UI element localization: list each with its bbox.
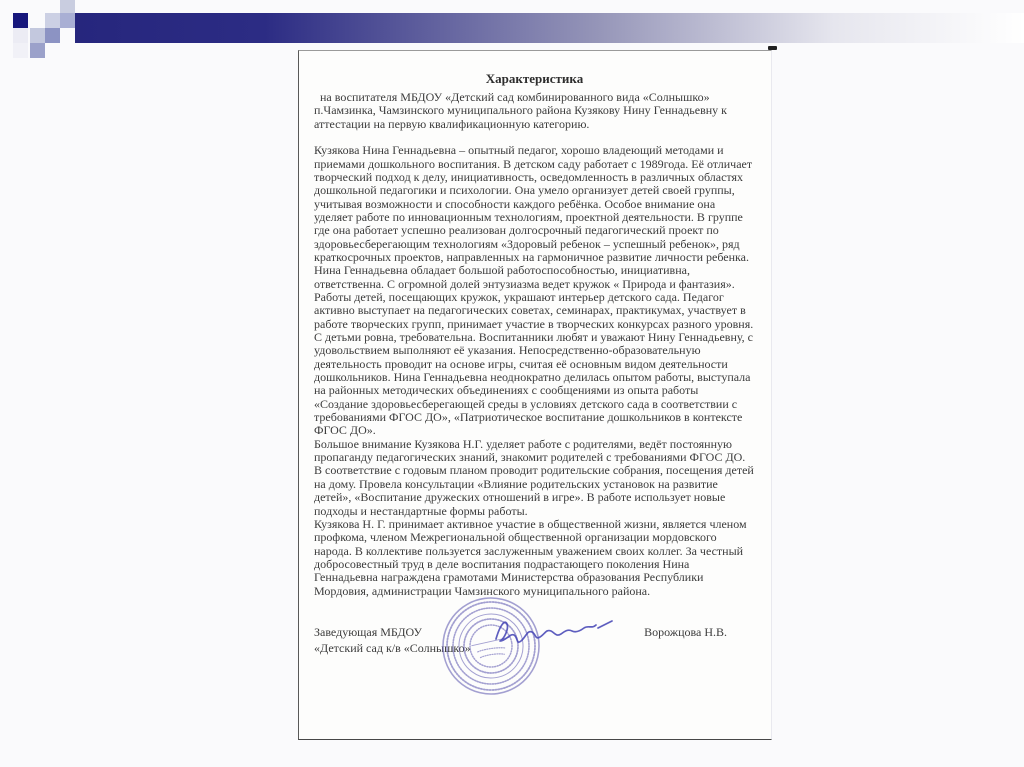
decoration-square bbox=[60, 13, 75, 28]
decoration-square bbox=[13, 28, 28, 43]
decoration-square bbox=[45, 13, 60, 28]
decoration-square bbox=[30, 28, 45, 43]
signatory-position-line1: Заведующая МБДОУ bbox=[314, 624, 423, 639]
header-gradient-bar bbox=[75, 13, 1024, 43]
document-intro: на воспитателя МБДОУ «Детский сад комбинированного вида «Солнышко» п.Чамзинка, Чамзинского муниципального района Кузякову Нину Геннадьевну к аттестации на первую квалификационную категорию. bbox=[314, 90, 727, 131]
decoration-square bbox=[13, 13, 28, 28]
handwritten-signature bbox=[492, 607, 618, 653]
signatory-position-line2: «Детский сад к/в «Солнышко» bbox=[314, 640, 471, 655]
decoration-square bbox=[30, 43, 45, 58]
decoration-square bbox=[13, 43, 28, 58]
document-title: Характеристика bbox=[485, 71, 584, 86]
scanned-document-page bbox=[298, 50, 772, 740]
body-paragraph-3: Кузякова Н. Г. принимает активное участие в общественной жизни, является членом профкома, членом Межрегиональной общественной организации мордовского народа. В коллективе пользуется заслуженным уважением своих коллег. За честный добросовестный труд в деле воспитания подрастающего поколения Нина Геннадьевна награждена грамотами Министерства образования Республики Мордовия, администрации Чамзинского муниципального района. bbox=[314, 516, 747, 598]
body-paragraph-1: Кузякова Нина Геннадьевна – опытный педагог, хорошо владеющий методами и приемами дошкольного воспитания. В детском саду работает с 1989года. Её отличает творческий подход к делу, инициативность, осведомленность в различных областях дошкольной педагогики и психологии. Она умело организует детей своей группы, учитывая возможности и способности каждого ребёнка. Особое внимание она уделяет работе по инновационным технологиям, проектной деятельности. В группе где она работает успешно реализован долгосрочный педагогический проект по здоровьесберегающим технологиям «Здоровый ребенок – успешный ребенок», ряд краткосрочных проектов, направленных на гармоничное развитие личности ребенка. Нина Геннадьевна обладает большой работоспособностью, инициативна, ответственна. С огромной долей энтузиазма ведет кружок « Природа и фантазия». Работы детей, посещающих кружок, украшают интерьер детского сада. Педагог активно выступает на педагогических советах, семинарах, практикумах, участвует в работе творческих групп, принимает участие в творческих конкурсах разного уровня. С детьми ровна, требовательна. Воспитанники любят и уважают Нину Геннадьевну, с удовольствием выполняют её указания. Непосредственно-образовательную деятельность проводит на основе игры, считая её основным видом деятельности дошкольников. Нина Геннадьевна неоднократно делилась опытом работы, выступала на районных методических объединениях с сообщениями из опыта работы «Создание здоровьесберегающей среды в условиях детского сада в соответствии с требованиями ФГОС ДО», «Патриотическое воспитание дошкольников в контексте ФГОС ДО». bbox=[314, 143, 754, 438]
document-body bbox=[314, 144, 755, 598]
signatory-name: Ворожцова Н.В. bbox=[644, 624, 727, 639]
decoration-squares bbox=[0, 0, 120, 70]
decoration-square bbox=[45, 28, 60, 43]
document-content bbox=[299, 51, 771, 656]
body-paragraph-2: Большое внимание Кузякова Н.Г. уделяет работе с родителями, ведёт постоянную пропаганду педагогических знаний, знакомит родителей с требованиями ФГОС ДО. В соответствие с годовым планом проводит родительские собрания, посещения детей на дому. Провела консультации «Влияние родительских установок на развитие детей», «Воспитание дружеских отношений в игре». В работе использует новые подходы и нестандартные формы работы. bbox=[314, 436, 754, 518]
